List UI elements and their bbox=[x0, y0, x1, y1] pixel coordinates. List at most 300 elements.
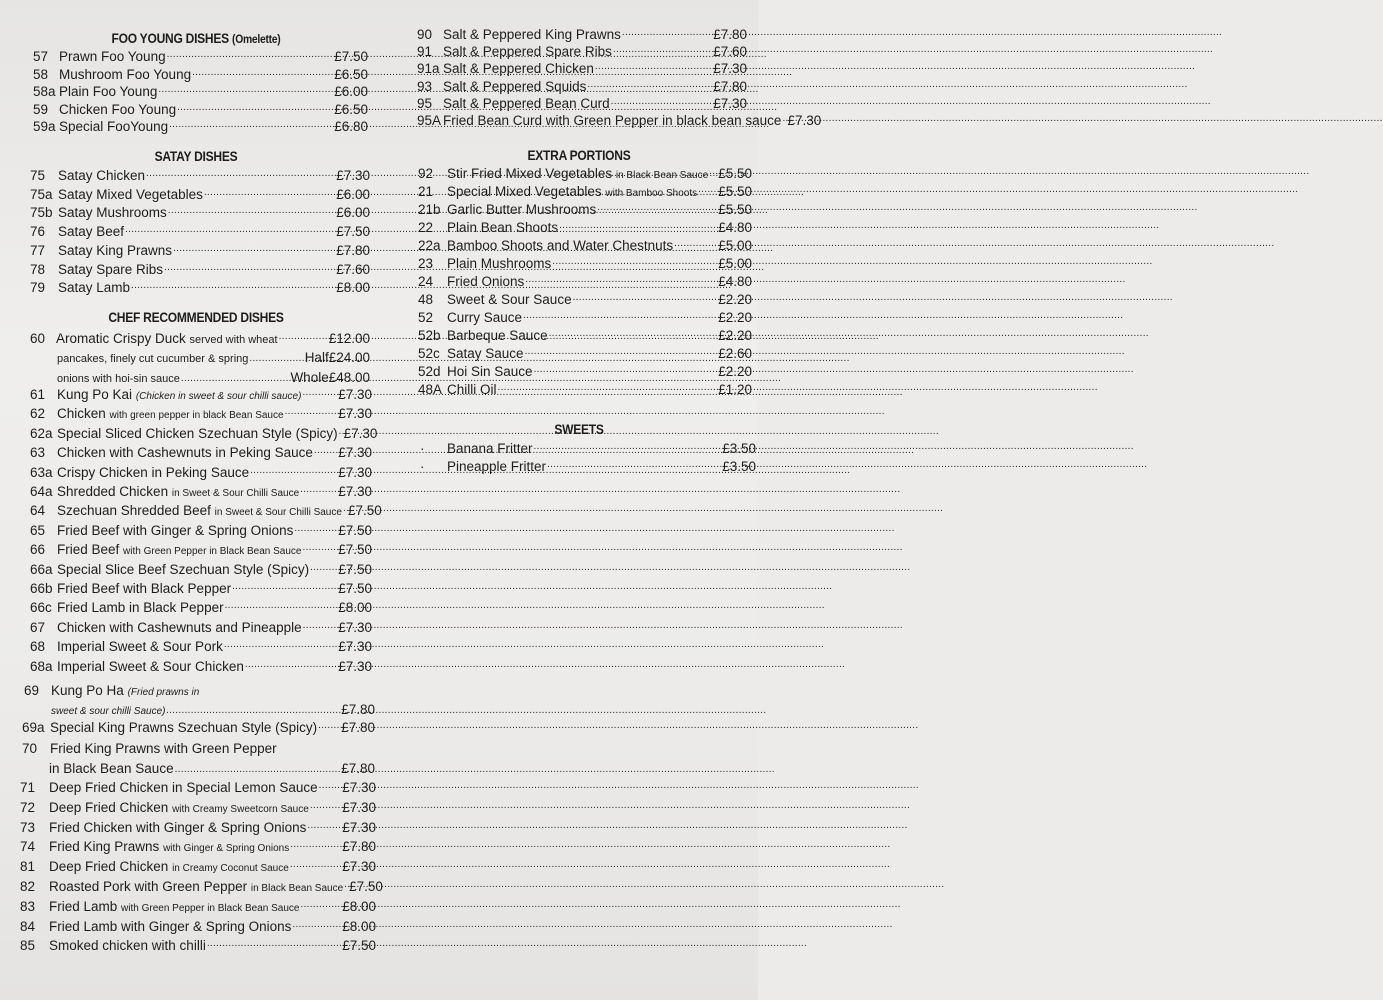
item-price: Whole£48.00 bbox=[290, 370, 370, 385]
item-name-main: Fried Lamb with Ginger & Spring Onions bbox=[49, 918, 292, 934]
list-item bbox=[417, 79, 747, 95]
item-number: 69 bbox=[24, 683, 40, 698]
dot-leader bbox=[339, 426, 343, 438]
item-number: 65 bbox=[30, 522, 46, 538]
list-item bbox=[33, 49, 368, 65]
dot-leader bbox=[318, 720, 340, 732]
dot-leader bbox=[525, 274, 717, 286]
dot-leader bbox=[300, 484, 337, 496]
list-item bbox=[417, 96, 747, 112]
item-name bbox=[57, 523, 293, 539]
extra-heading bbox=[425, 147, 733, 163]
item-number: 62a bbox=[30, 425, 53, 441]
item-price: £6.50 bbox=[334, 101, 368, 117]
item-name bbox=[447, 346, 524, 362]
list-item bbox=[30, 331, 370, 348]
foo-young-subtitle: (Omelette) bbox=[232, 32, 281, 46]
item-price: £6.80 bbox=[334, 119, 368, 134]
item-number: 66c bbox=[30, 600, 52, 616]
item-price: £4.80 bbox=[718, 220, 752, 235]
dot-leader bbox=[709, 166, 717, 178]
list-item bbox=[33, 119, 368, 135]
list-item bbox=[30, 581, 372, 597]
item-price: £7.30 bbox=[713, 61, 747, 77]
item-name-main: Chilli Oil bbox=[447, 382, 497, 397]
item-name bbox=[49, 899, 299, 917]
list-item bbox=[20, 899, 376, 917]
item-number: 67 bbox=[30, 619, 46, 635]
dot-leader bbox=[245, 659, 337, 671]
item-name-main: Satay Chicken bbox=[58, 168, 146, 183]
item-number: 75a bbox=[30, 186, 53, 202]
item-price: £8.00 bbox=[338, 600, 372, 616]
dot-leader bbox=[302, 542, 337, 554]
dot-leader bbox=[224, 639, 337, 651]
list-item bbox=[418, 382, 752, 398]
list-item-continuation bbox=[57, 370, 370, 385]
item-number: 23 bbox=[418, 256, 434, 271]
item-name bbox=[49, 919, 291, 935]
item-detail: onions with hoi-sin sauce bbox=[57, 373, 180, 385]
item-name-main: Chicken with Cashewnuts in Peking Sauce bbox=[57, 445, 313, 461]
item-number: 66b bbox=[30, 581, 53, 596]
dot-leader bbox=[250, 465, 337, 477]
dot-leader bbox=[622, 27, 712, 39]
dot-leader bbox=[146, 168, 335, 180]
item-name-main: Satay Sauce bbox=[447, 346, 524, 361]
chef-title: CHEF RECOMMENDED DISHES bbox=[108, 309, 284, 325]
dot-leader bbox=[125, 224, 335, 236]
dot-leader bbox=[597, 202, 717, 214]
dot-leader bbox=[782, 113, 786, 125]
item-name bbox=[59, 67, 191, 83]
dot-leader bbox=[310, 562, 337, 574]
dot-leader bbox=[249, 350, 303, 362]
list-item bbox=[30, 620, 372, 636]
item-detail: sweet & sour chilli Sauce) bbox=[51, 706, 166, 717]
item-number: 61 bbox=[30, 387, 46, 402]
dot-leader bbox=[167, 49, 334, 61]
list-item bbox=[418, 310, 752, 326]
item-number: 73 bbox=[20, 819, 36, 835]
item-number: 48 bbox=[418, 292, 434, 307]
item-name-main: Fried Lamb in Black Pepper bbox=[57, 600, 224, 616]
item-number: · bbox=[420, 441, 425, 456]
list-item bbox=[30, 406, 372, 424]
item-price: Half£24.00 bbox=[304, 350, 370, 365]
dot-leader bbox=[285, 406, 338, 418]
dot-leader bbox=[547, 459, 721, 471]
item-name bbox=[49, 839, 289, 857]
extra-title: EXTRA PORTIONS bbox=[527, 147, 631, 163]
item-name bbox=[443, 61, 594, 77]
item-name-main: Fried Beef with Black Pepper bbox=[57, 581, 232, 596]
dot-leader bbox=[307, 820, 341, 832]
item-name-main: Fried Beef bbox=[57, 542, 120, 558]
item-price: £7.30 bbox=[338, 406, 372, 422]
item-price: £2.20 bbox=[718, 310, 752, 325]
item-price: £7.60 bbox=[713, 44, 747, 60]
item-name bbox=[447, 328, 548, 344]
list-item bbox=[22, 741, 277, 757]
item-number: · bbox=[420, 459, 425, 474]
item-name-main: Stir Fried Mixed Vegetables bbox=[447, 166, 613, 181]
item-name-main: Banana Fritter bbox=[447, 441, 533, 456]
item-name bbox=[443, 27, 621, 43]
item-price: £6.00 bbox=[336, 186, 370, 202]
item-number: 63 bbox=[30, 445, 46, 461]
item-price: £7.80 bbox=[341, 720, 375, 735]
item-number: 66 bbox=[30, 542, 46, 558]
list-item bbox=[20, 919, 376, 935]
list-item-continuation bbox=[57, 350, 370, 365]
item-name bbox=[57, 562, 309, 578]
foo-young-title: FOO YOUNG DISHES bbox=[111, 30, 229, 46]
item-name-detail: in Sweet & Sour Chilli Sauce bbox=[214, 507, 342, 519]
dot-leader bbox=[698, 184, 717, 196]
dot-leader bbox=[167, 702, 341, 714]
item-price: £7.30 bbox=[342, 780, 376, 795]
item-price: £7.80 bbox=[342, 839, 376, 855]
sweets-title: SWEETS bbox=[554, 421, 604, 437]
item-number: 64a bbox=[30, 484, 53, 499]
dot-leader bbox=[595, 61, 712, 73]
item-number: 63a bbox=[30, 464, 53, 480]
dot-leader bbox=[173, 243, 335, 255]
list-item bbox=[20, 780, 376, 796]
dot-leader bbox=[559, 220, 717, 232]
item-name bbox=[58, 262, 163, 278]
item-price: £8.00 bbox=[342, 918, 376, 934]
item-number: 77 bbox=[30, 242, 46, 258]
item-detail: pancakes, finely cut cucumber & spring bbox=[57, 353, 249, 365]
item-name bbox=[57, 639, 223, 655]
dot-leader bbox=[232, 581, 337, 593]
item-number: 91 bbox=[417, 44, 433, 60]
list-item bbox=[417, 113, 822, 129]
item-name-main: Plain Bean Shoots bbox=[447, 220, 559, 235]
list-item bbox=[24, 683, 199, 701]
item-name-main: Fried Onions bbox=[447, 274, 525, 289]
list-item bbox=[30, 280, 370, 296]
item-name-main: Szechuan Shredded Beef bbox=[57, 503, 211, 519]
item-name-main: Aromatic Crispy Duck bbox=[56, 331, 186, 346]
item-name bbox=[443, 96, 610, 112]
item-name bbox=[443, 113, 781, 129]
list-item bbox=[30, 387, 372, 405]
list-item bbox=[30, 639, 372, 655]
item-name-detail: (Chicken in sweet & sour chilli sauce) bbox=[135, 391, 302, 402]
item-price: £7.30 bbox=[338, 445, 372, 461]
dot-leader bbox=[181, 370, 290, 382]
item-name-main: Pineapple Fritter bbox=[447, 459, 547, 474]
item-number: 24 bbox=[418, 274, 434, 289]
item-name-detail: with Bamboo Shoots bbox=[605, 188, 698, 199]
list-item bbox=[30, 600, 372, 616]
item-name bbox=[49, 859, 289, 877]
item-number: 58 bbox=[33, 66, 49, 82]
item-price: £5.50 bbox=[718, 202, 752, 217]
dot-leader bbox=[175, 761, 341, 773]
item-number: 83 bbox=[20, 898, 36, 914]
item-name bbox=[57, 581, 231, 597]
item-name-main: Satay Mushrooms bbox=[58, 205, 167, 221]
item-name: Special King Prawns Szechuan Style (Spicy) bbox=[50, 720, 318, 735]
item-number: 85 bbox=[20, 938, 36, 954]
item-name bbox=[49, 780, 318, 796]
item-number: 75 bbox=[30, 168, 46, 183]
item-number: 78 bbox=[30, 261, 46, 277]
item-name bbox=[51, 683, 199, 701]
dot-leader bbox=[168, 205, 335, 217]
item-price: £7.50 bbox=[338, 561, 372, 577]
item-name bbox=[57, 620, 302, 636]
item-name bbox=[447, 441, 533, 457]
item-name-main: Fried Beef with Ginger & Spring Onions bbox=[57, 522, 294, 538]
item-number: 59a bbox=[33, 119, 56, 134]
item-name-main: Salt & Peppered King Prawns bbox=[443, 27, 621, 42]
item-price: £7.30 bbox=[343, 425, 378, 441]
list-item bbox=[30, 168, 370, 184]
item-name bbox=[447, 382, 497, 398]
list-item bbox=[30, 243, 370, 259]
dot-leader bbox=[225, 600, 338, 612]
item-name-main: Plain Mushrooms bbox=[447, 256, 552, 271]
item-name bbox=[49, 800, 309, 818]
list-item bbox=[30, 445, 372, 461]
item-price: £2.60 bbox=[718, 346, 752, 361]
item-name bbox=[57, 426, 338, 442]
item-name bbox=[57, 387, 301, 405]
item-name bbox=[447, 459, 546, 475]
item-name bbox=[58, 187, 203, 203]
item-number: 76 bbox=[30, 224, 46, 240]
item-price: £7.30 bbox=[342, 799, 376, 815]
item-number: 57 bbox=[33, 49, 49, 64]
item-price: £7.30 bbox=[787, 113, 822, 128]
dot-leader bbox=[523, 310, 717, 322]
item-price: £7.30 bbox=[338, 484, 372, 499]
list-item bbox=[33, 84, 368, 100]
item-name-main: Prawn Foo Young bbox=[59, 49, 166, 64]
item-number: 72 bbox=[20, 799, 36, 815]
item-name-main: Salt & Peppered Chicken bbox=[443, 61, 594, 77]
dot-leader bbox=[319, 780, 342, 792]
item-name bbox=[447, 310, 522, 326]
dot-leader bbox=[169, 119, 333, 131]
item-number: 64 bbox=[30, 503, 46, 519]
item-price: £4.80 bbox=[718, 274, 752, 289]
list-item bbox=[417, 44, 747, 60]
item-number: 95A bbox=[417, 113, 442, 128]
item-price: £2.20 bbox=[718, 364, 752, 379]
item-number: 68 bbox=[30, 639, 46, 655]
list-item bbox=[30, 562, 372, 578]
list-item bbox=[30, 659, 372, 675]
item-name-main: Special FooYoung bbox=[59, 119, 169, 134]
item-price: £7.50 bbox=[347, 503, 382, 519]
item-name-main: Chicken Foo Young bbox=[59, 101, 177, 117]
list-item bbox=[20, 879, 383, 897]
item-name bbox=[56, 331, 278, 348]
dot-leader bbox=[525, 346, 718, 358]
dot-leader bbox=[207, 938, 341, 950]
item-price: £3.50 bbox=[722, 459, 756, 474]
item-price: £7.50 bbox=[336, 224, 370, 240]
item-price: £8.00 bbox=[342, 898, 376, 914]
item-name bbox=[57, 484, 299, 502]
item-name-detail: with Green Pepper in Black Bean Sauce bbox=[121, 902, 300, 914]
list-item bbox=[417, 61, 747, 77]
item-name bbox=[447, 202, 596, 218]
item-name bbox=[447, 220, 558, 236]
satay-heading bbox=[27, 148, 364, 164]
item-name-main: Fried King Prawns bbox=[49, 839, 160, 855]
item-number: 52d bbox=[418, 364, 441, 379]
item-number: 92 bbox=[418, 166, 434, 181]
item-price: £7.80 bbox=[713, 78, 747, 94]
list-item bbox=[20, 859, 376, 877]
dot-leader bbox=[613, 44, 712, 56]
item-price: £7.50 bbox=[342, 938, 376, 954]
item-price: £7.80 bbox=[341, 761, 375, 776]
item-name-main: Sweet & Sour Sauce bbox=[447, 292, 572, 307]
item-name bbox=[57, 465, 249, 481]
item-number: 71 bbox=[20, 780, 36, 795]
list-item bbox=[418, 238, 752, 254]
list-item bbox=[33, 67, 368, 83]
list-item bbox=[30, 187, 370, 203]
item-name-main: Fried Chicken with Ginger & Spring Onions bbox=[49, 819, 307, 835]
item-number: 93 bbox=[417, 78, 433, 94]
dot-leader bbox=[573, 292, 718, 304]
item-price: £7.80 bbox=[713, 27, 747, 42]
item-name-detail: in Creamy Coconut Sauce bbox=[172, 863, 289, 875]
item-number: 81 bbox=[20, 859, 36, 875]
item-price: £6.00 bbox=[336, 205, 370, 221]
item-price: £5.00 bbox=[718, 238, 752, 253]
item-name-main: Smoked chicken with chilli bbox=[49, 938, 206, 954]
item-name-main: Crispy Chicken in Peking Sauce bbox=[57, 464, 250, 480]
list-item bbox=[418, 202, 752, 218]
item-number: 52c bbox=[418, 346, 440, 361]
dot-leader bbox=[302, 387, 337, 399]
dot-leader bbox=[292, 919, 341, 931]
item-price: £6.50 bbox=[334, 66, 368, 82]
item-price: £7.30 bbox=[338, 639, 372, 655]
item-price: £5.00 bbox=[718, 256, 752, 271]
sweets-heading bbox=[425, 421, 733, 437]
item-name bbox=[447, 256, 551, 272]
item-number: 58a bbox=[33, 84, 56, 99]
item-name-main: Barbeque Sauce bbox=[447, 328, 548, 343]
item-number: 52b bbox=[418, 328, 441, 343]
item-price: £12.00 bbox=[328, 331, 370, 346]
item-name bbox=[49, 820, 306, 836]
item-number: 75b bbox=[30, 205, 53, 221]
list-item bbox=[20, 839, 376, 857]
item-number: 22a bbox=[418, 238, 441, 253]
item-price: £7.50 bbox=[338, 581, 372, 596]
item-name bbox=[49, 879, 343, 897]
item-name-main: Salt & Peppered Squids bbox=[443, 78, 587, 94]
list-item bbox=[30, 262, 370, 278]
item-name bbox=[57, 445, 313, 461]
item-name-main: Curry Sauce bbox=[447, 310, 523, 325]
item-number: 21b bbox=[418, 202, 441, 217]
item-price: £7.50 bbox=[334, 49, 368, 64]
item-price: £7.50 bbox=[338, 542, 372, 558]
item-name bbox=[58, 205, 167, 221]
dot-leader bbox=[303, 620, 338, 632]
item-name-main: Chicken bbox=[57, 406, 106, 422]
item-name bbox=[49, 938, 206, 954]
chef-heading bbox=[27, 309, 364, 325]
dot-leader bbox=[310, 800, 341, 812]
item-name-main: Special Slice Beef Szechuan Style (Spicy) bbox=[57, 561, 310, 577]
dot-leader bbox=[164, 262, 335, 274]
list-item bbox=[20, 800, 376, 818]
item-number: 95 bbox=[417, 95, 433, 111]
item-name bbox=[58, 280, 130, 296]
item-name bbox=[57, 406, 284, 424]
item-number: 21 bbox=[418, 184, 434, 199]
dot-leader bbox=[674, 238, 717, 250]
list-item bbox=[30, 503, 382, 521]
item-name-main: Satay Spare Ribs bbox=[58, 261, 164, 277]
dot-leader bbox=[300, 899, 341, 911]
item-price: £7.30 bbox=[336, 168, 370, 183]
item-name bbox=[443, 44, 612, 60]
item-price: £5.50 bbox=[718, 184, 752, 199]
list-item bbox=[418, 274, 752, 290]
item-name bbox=[59, 49, 166, 65]
item-number: 84 bbox=[20, 918, 36, 934]
item-name-main: Kung Po Kai bbox=[57, 387, 133, 402]
item-name-main: Deep Fried Chicken bbox=[49, 799, 169, 815]
item-name-main: Kung Po Ha bbox=[51, 683, 124, 698]
item-price: £7.50 bbox=[338, 522, 372, 538]
list-item-continuation bbox=[51, 702, 375, 717]
item-name-main: Fried Lamb bbox=[49, 898, 118, 914]
item-name-main: Salt & Peppered Spare Ribs bbox=[443, 44, 612, 60]
list-item bbox=[418, 256, 752, 272]
item-price: £6.00 bbox=[334, 84, 368, 99]
dot-leader bbox=[177, 102, 333, 114]
item-name-main: Deep Fried Chicken in Special Lemon Sauce bbox=[49, 780, 318, 795]
item-price: £7.30 bbox=[338, 387, 372, 402]
item-price: £7.30 bbox=[713, 95, 747, 111]
dot-leader bbox=[344, 879, 348, 891]
list-item bbox=[420, 441, 756, 457]
list-item bbox=[30, 523, 372, 539]
item-name-main: Fried Bean Curd with Green Pepper in black bean sauce bbox=[443, 113, 782, 128]
list-item bbox=[30, 224, 370, 240]
item-name-main: Plain Foo Young bbox=[59, 84, 158, 99]
item-price: £7.30 bbox=[342, 859, 376, 875]
dot-leader bbox=[294, 523, 337, 535]
dot-leader bbox=[314, 445, 337, 457]
item-name-main: Satay Beef bbox=[58, 224, 125, 240]
item-name-main: Hoi Sin Sauce bbox=[447, 364, 533, 379]
item-number: 70 bbox=[22, 741, 38, 756]
item-number: 82 bbox=[20, 879, 36, 894]
item-name-main: Special Sliced Chicken Szechuan Style (Spicy) bbox=[57, 425, 338, 441]
list-item bbox=[420, 459, 756, 475]
item-name-main: Imperial Sweet & Sour Pork bbox=[57, 639, 223, 655]
item-number: 52 bbox=[418, 310, 434, 325]
dot-leader bbox=[498, 382, 718, 394]
